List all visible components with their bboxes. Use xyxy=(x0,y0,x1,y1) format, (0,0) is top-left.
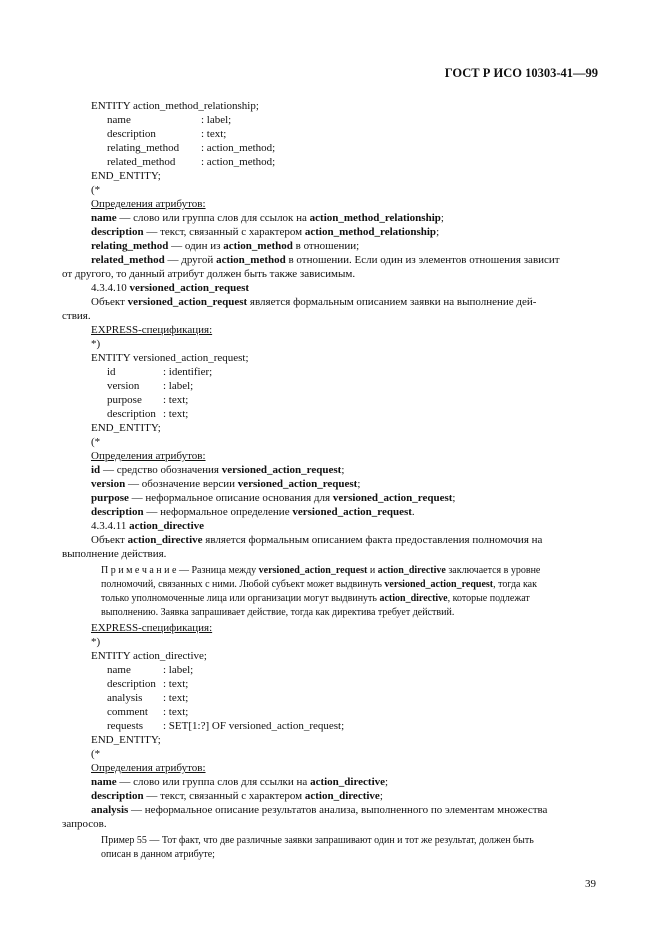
end-entity: END_ENTITY; xyxy=(91,734,161,746)
definition-line: description — текст, связанный с характером action_directive; xyxy=(91,790,383,802)
comment-close: *) xyxy=(91,636,101,648)
attr-analysis: analysis : text; xyxy=(107,692,189,704)
comment-close: *) xyxy=(91,338,101,350)
entity-declaration: ENTITY action_directive; xyxy=(91,650,207,662)
definition-line: analysis — неформальное описание результатов анализа, выполненного по элементам множества xyxy=(91,804,548,816)
note-line: П р и м е ч а н и е — Разница между versioned_action_request и action_directive заключается в уровне xyxy=(101,565,541,576)
attr-requests: requests : SET[1:?] OF versioned_action_request; xyxy=(107,720,345,732)
attr-relating-method: relating_method : action_method; xyxy=(107,142,276,154)
paragraph-line: выполнение действия. xyxy=(62,548,167,560)
definition-line: name — слово или группа слов для ссылки на action_directive; xyxy=(91,776,389,788)
end-entity: END_ENTITY; xyxy=(91,170,161,182)
note-line: только уполномоченные лица или организации могут выдвинуть action_directive, которые подлежат xyxy=(101,593,530,604)
attr-id: id : identifier; xyxy=(107,366,213,378)
note-line: полномочий, связанных с ними. Любой субъект может выдвинуть versioned_action_request, тогда как xyxy=(101,579,537,590)
comment-open: (* xyxy=(91,184,101,196)
paragraph-line: запросов. xyxy=(62,818,107,830)
definition-line: purpose — неформальное описание основания для versioned_action_request; xyxy=(91,492,456,504)
attr-description: description : text; xyxy=(107,678,189,690)
attr-description: description : text; xyxy=(107,128,227,140)
definition-line: relating_method — один из action_method в отношении; xyxy=(91,240,360,252)
section-heading: 4.3.4.11 action_directive xyxy=(91,520,205,532)
definitions-heading: Определения атрибутов: xyxy=(91,762,206,774)
attr-purpose: purpose : text; xyxy=(107,394,189,406)
definition-line: id — средство обозначения versioned_action_request; xyxy=(91,464,345,476)
attr-version: version : label; xyxy=(107,380,194,392)
definitions-heading: Определения атрибутов: xyxy=(91,198,206,210)
attr-description: description : text; xyxy=(107,408,189,420)
definition-line: description — неформальное определение versioned_action_request. xyxy=(91,506,415,518)
paragraph-line: Объект versioned_action_request является формальным описанием заявки на выполнение дей- xyxy=(91,296,537,308)
paragraph-line: ствия. xyxy=(62,310,91,322)
attr-name: name : label; xyxy=(107,114,232,126)
definition-line: related_method — другой action_method в отношении. Если один из элементов отношения зависит xyxy=(91,254,560,266)
page-number: 39 xyxy=(585,878,596,890)
entity-declaration: ENTITY action_method_relationship; xyxy=(91,100,259,112)
express-heading: EXPRESS-спецификация: xyxy=(91,324,213,336)
note-line: выполнению. Заявка запрашивает действие, тогда как директива требует действий. xyxy=(101,607,455,618)
attr-related-method: related_method : action_method; xyxy=(107,156,276,168)
comment-open: (* xyxy=(91,748,101,760)
paragraph-line: от другого, то данный атрибут должен быть также зависимым. xyxy=(62,268,356,280)
definition-line: version — обозначение версии versioned_action_request; xyxy=(91,478,361,490)
definitions-heading: Определения атрибутов: xyxy=(91,450,206,462)
example-line: Пример 55 — Тот факт, что две различные заявки запрашивают один и тот же результат, должен быть xyxy=(101,835,534,846)
comment-open: (* xyxy=(91,436,101,448)
example-line: описан в данном атрибуте; xyxy=(101,849,215,860)
attr-comment: comment : text; xyxy=(107,706,189,718)
definition-line: description — текст, связанный с характером action_method_relationship; xyxy=(91,226,440,238)
attr-name: name : label; xyxy=(107,664,194,676)
standard-header: ГОСТ Р ИСО 10303-41—99 xyxy=(444,66,598,80)
end-entity: END_ENTITY; xyxy=(91,422,161,434)
entity-declaration: ENTITY versioned_action_request; xyxy=(91,352,249,364)
definition-line: name — слово или группа слов для ссылок на action_method_relationship; xyxy=(91,212,444,224)
paragraph-line: Объект action_directive является формальным описанием факта предоставления полномочия на xyxy=(91,534,543,546)
express-heading: EXPRESS-спецификация: xyxy=(91,622,213,634)
section-heading: 4.3.4.10 versioned_action_request xyxy=(91,282,250,294)
